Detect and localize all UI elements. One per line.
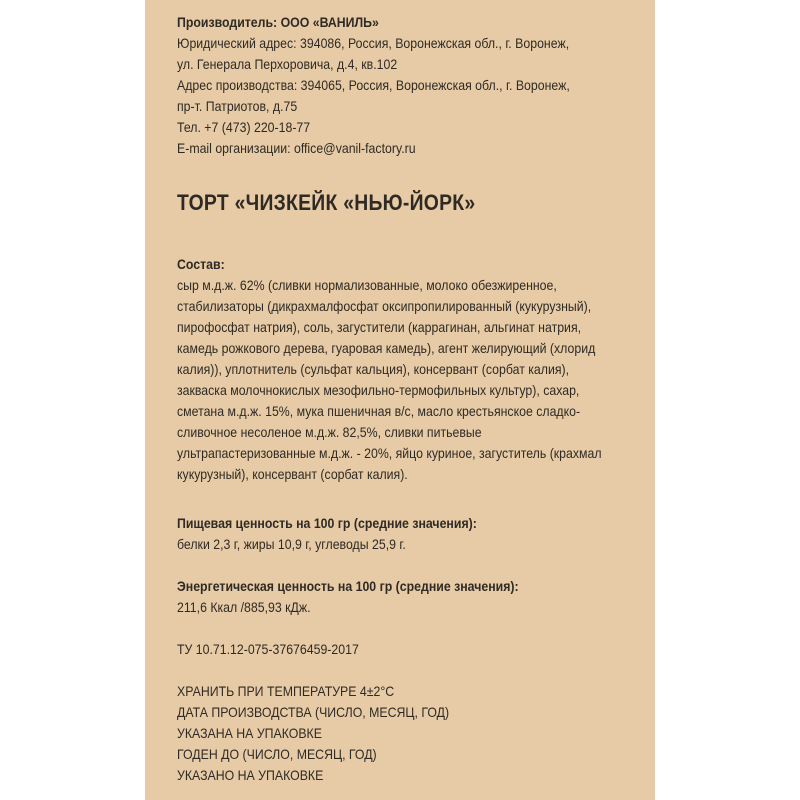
manufacturer-heading: Производитель: ООО «ВАНИЛЬ»	[177, 14, 379, 30]
storage-section	[177, 681, 655, 786]
storage-temperature: ХРАНИТЬ ПРИ ТЕМПЕРАТУРЕ 4±2°С	[177, 683, 395, 699]
spacer	[177, 555, 655, 576]
production-date-label: ДАТА ПРОИЗВОДСТВА (ЧИСЛО, МЕСЯЦ, ГОД)	[177, 704, 450, 720]
nutrition-value: белки 2,3 г, жиры 10,9 г, углеводы 25,9 г.	[177, 536, 406, 552]
composition-line: калия)), уплотнитель (сульфат кальция), консервант (сорбат калия),	[177, 361, 570, 377]
legal-address-line-2: ул. Генерала Перхоровича, д.4, кв.102	[177, 56, 398, 72]
spacer	[177, 660, 655, 681]
composition-line: камедь рожкового дерева, гуаровая камедь), агент желирующий (хлорид	[177, 340, 596, 356]
spacer	[177, 499, 655, 513]
nutrition-heading: Пищевая ценность на 100 гр (средние значения):	[177, 515, 477, 531]
expiry-date-note: УКАЗАНО НА УПАКОВКЕ	[177, 767, 324, 783]
product-label	[145, 0, 655, 800]
email-line: E-mail организации: office@vanil-factory.ru	[177, 140, 416, 156]
energy-heading: Энергетическая ценность на 100 гр (средние значения):	[177, 578, 519, 594]
spacer	[177, 485, 655, 499]
energy-value: 211,6 Ккал /885,93 кДж.	[177, 599, 311, 615]
product-title: ТОРТ «ЧИЗКЕЙК «НЬЮ-ЙОРК»	[177, 190, 476, 215]
composition-line: кукурузный), консервант (сорбат калия).	[177, 466, 408, 482]
production-date-note: УКАЗАНА НА УПАКОВКЕ	[177, 725, 322, 741]
composition-heading: Состав:	[177, 256, 225, 272]
composition-line: закваска молочнокислых мезофильно-термофильных культур), сахар,	[177, 382, 580, 398]
composition-line: сливочное несоленое м.д.ж. 82,5%, сливки питьевые	[177, 424, 482, 440]
expiry-date-label: ГОДЕН ДО (ЧИСЛО, МЕСЯЦ, ГОД)	[177, 746, 377, 762]
composition-section	[177, 254, 655, 485]
technical-standard: ТУ 10.71.12-075-37676459-2017	[177, 641, 359, 657]
nutrition-section	[177, 513, 655, 555]
composition-line: сыр м.д.ж. 62% (сливки нормализованные, молоко обезжиренное,	[177, 277, 557, 293]
composition-line: пирофосфат натрия), соль, загустители (каррагинан, альгинат натрия,	[177, 319, 582, 335]
spacer	[177, 618, 655, 639]
manufacturer-section	[177, 12, 655, 159]
phone-line: Тел. +7 (473) 220-18-77	[177, 119, 311, 135]
production-address-line-1: Адрес производства: 394065, Россия, Воронежская обл., г. Воронеж,	[177, 77, 570, 93]
composition-line: стабилизаторы (дикрахмалфосфат оксипропилированный (кукурузный),	[177, 298, 592, 314]
composition-line: сметана м.д.ж. 15%, мука пшеничная в/с, масло крестьянское сладко-	[177, 403, 581, 419]
composition-line: ультрапастеризованные м.д.ж. - 20%, яйцо куриное, загуститель (крахмал	[177, 445, 602, 461]
energy-section	[177, 576, 655, 618]
legal-address-line-1: Юридический адрес: 394086, Россия, Воронежская обл., г. Воронеж,	[177, 35, 570, 51]
production-address-line-2: пр-т. Патриотов, д.75	[177, 98, 298, 114]
